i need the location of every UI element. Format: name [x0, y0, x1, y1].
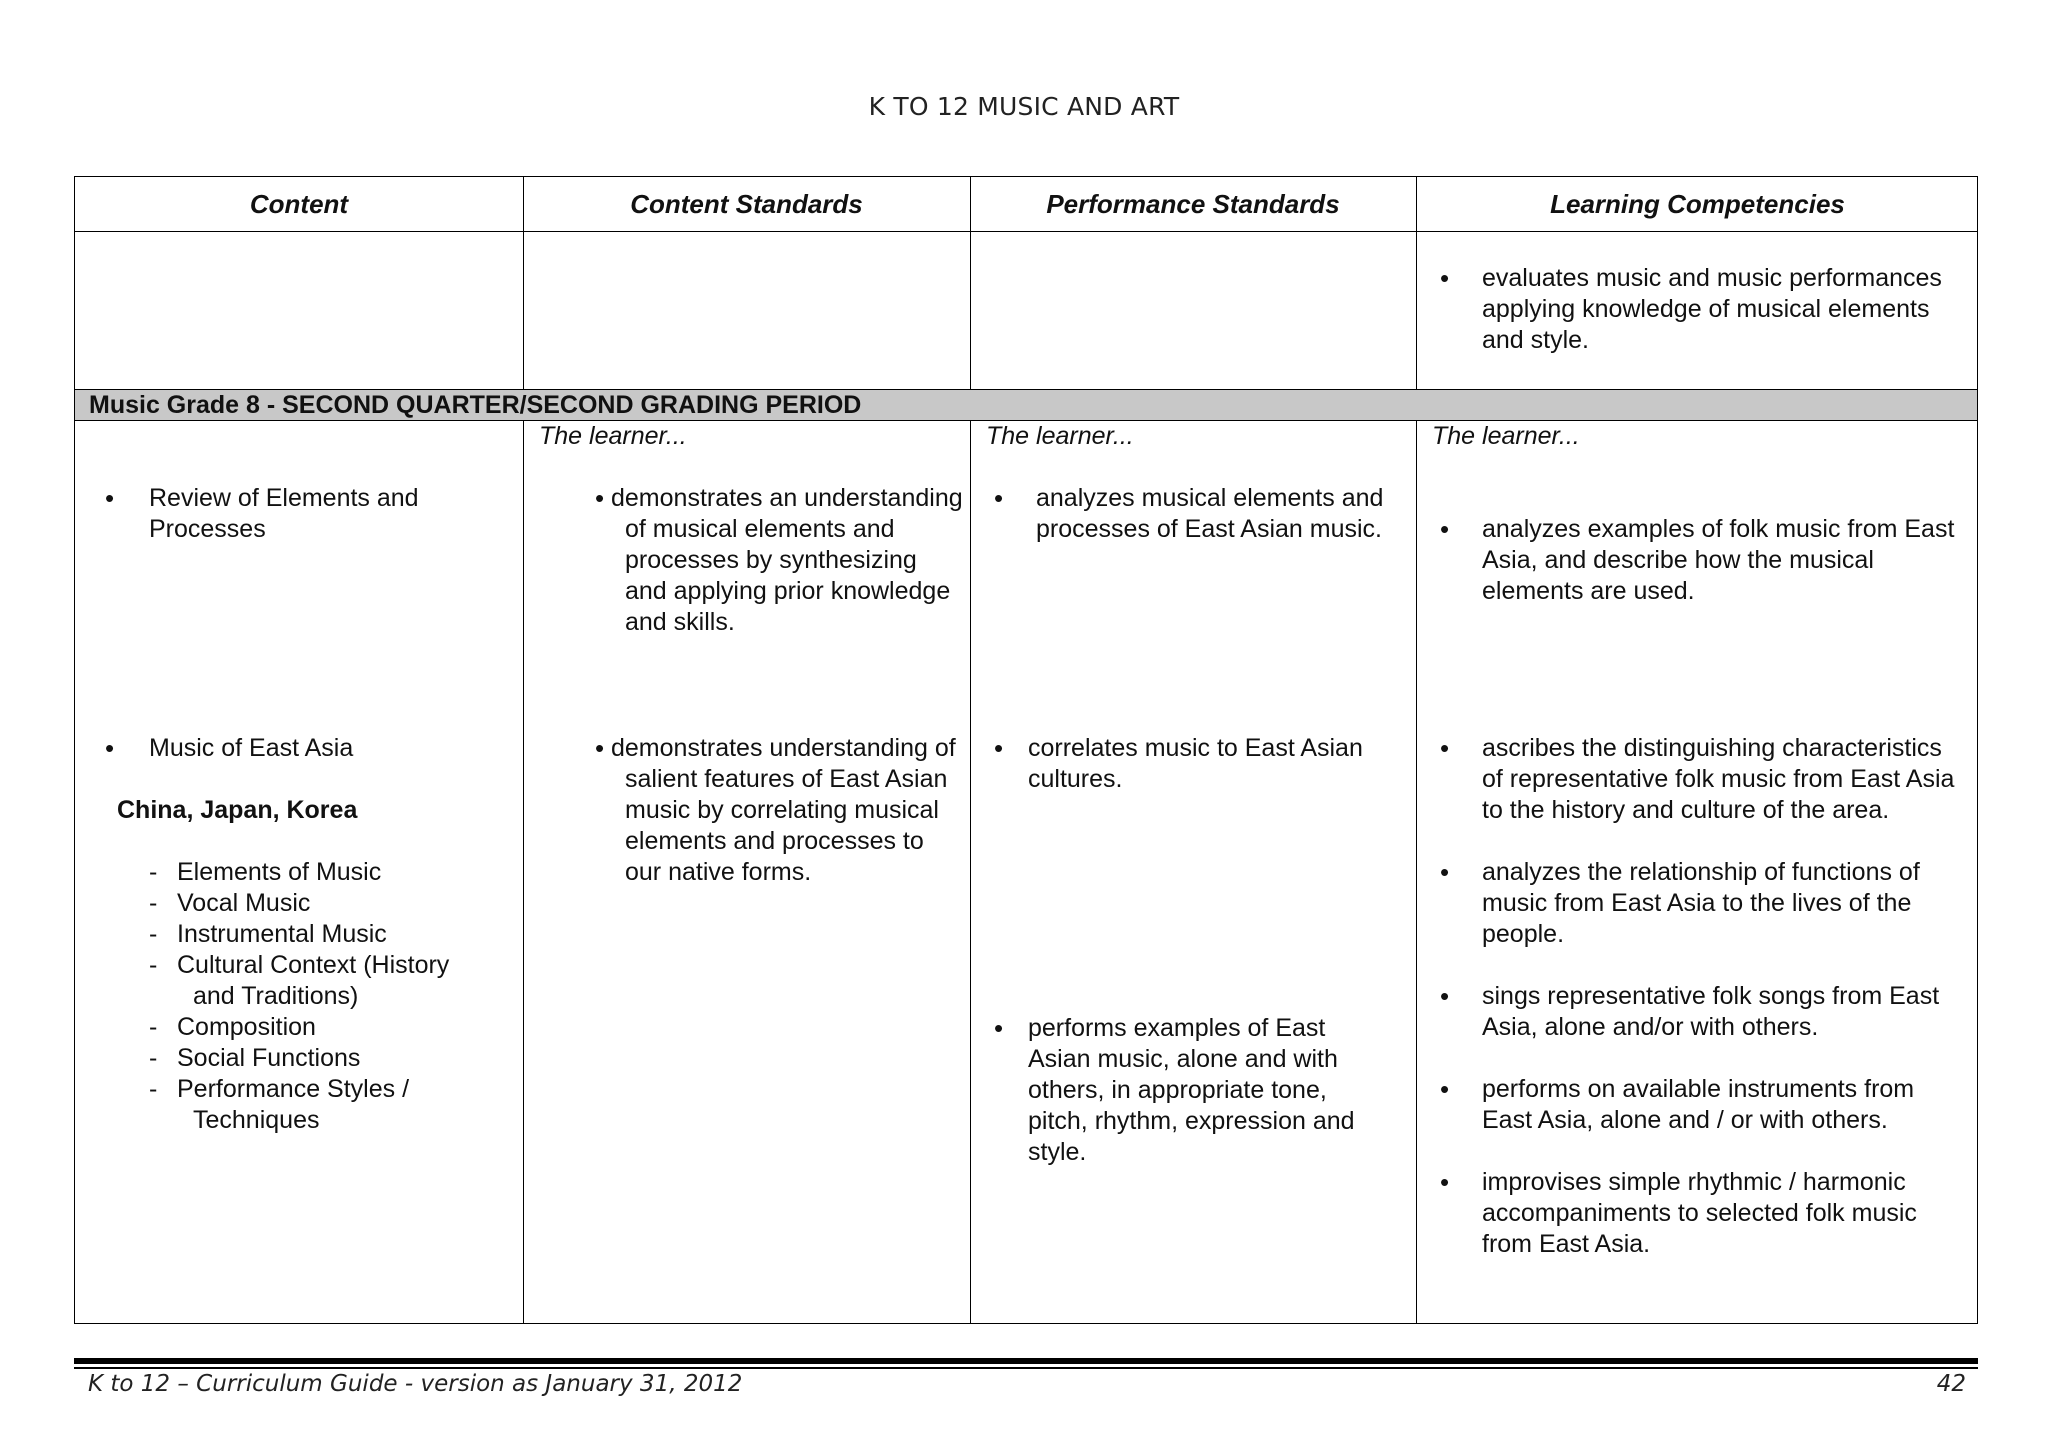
block1-content-standard — [523, 483, 963, 638]
list-item: - Social Functions — [75, 1043, 515, 1074]
block2-performance-standard-1 — [970, 733, 1390, 795]
footer-rule — [74, 1367, 1978, 1369]
block2-content-standard — [523, 733, 963, 888]
row1-learning-competencies — [1416, 263, 1956, 356]
list-item: • demonstrates understanding of salient features of East Asian music by correlating musical elements and processes to our native forms. — [523, 733, 963, 888]
column-header-content-standards: Content Standards — [630, 189, 863, 219]
list-item: • demonstrates an understanding of musical elements and processes by synthesizing and applying prior knowledge and skills. — [523, 483, 963, 638]
countries-label: China, Japan, Korea — [117, 796, 358, 824]
list-item: • performs on available instruments from East Asia, alone and / or with others. — [1416, 1074, 1956, 1136]
list-item: • Music of East Asia — [75, 733, 515, 764]
list-item: - Elements of Music — [75, 857, 515, 888]
block2-content — [75, 733, 515, 764]
page-number: 42 — [1936, 1371, 1966, 1397]
list-item: - Vocal Music — [75, 888, 515, 919]
list-item: - Cultural Context (History and Traditions) — [75, 950, 515, 1012]
list-item: - Instrumental Music — [75, 919, 515, 950]
column-header-performance-standards: Performance Standards — [1046, 189, 1340, 219]
list-item: • improvises simple rhythmic / harmonic accompaniments to selected folk music from East Asia. — [1416, 1167, 1956, 1260]
column-header-content: Content — [249, 189, 349, 219]
list-item: • analyzes examples of folk music from East Asia, and describe how the musical elements are used. — [1416, 514, 1956, 607]
learner-lead: The learner... — [539, 422, 687, 450]
section-band — [75, 389, 1977, 421]
block2-learning-competencies — [1416, 733, 1956, 1260]
header-row-divider — [75, 231, 1977, 232]
page-header: K TO 12 MUSIC AND ART — [868, 92, 1180, 121]
block1-content — [75, 483, 515, 545]
block1-performance-standard — [970, 483, 1390, 545]
learner-lead: The learner... — [986, 422, 1134, 450]
section-title: Music Grade 8 - SECOND QUARTER/SECOND GRADING PERIOD — [89, 391, 862, 419]
column-header-learning-competencies: Learning Competencies — [1550, 189, 1845, 219]
learner-lead: The learner... — [1432, 422, 1580, 450]
list-item: • sings representative folk songs from East Asia, alone and/or with others. — [1416, 981, 1956, 1043]
list-item: • correlates music to East Asian cultures. — [970, 733, 1390, 795]
list-item: - Composition — [75, 1012, 515, 1043]
footer-rule — [74, 1358, 1978, 1364]
list-item: • ascribes the distinguishing characteristics of representative folk music from East Asia to the history and culture of the area. — [1416, 733, 1956, 826]
list-item: • analyzes the relationship of functions of music from East Asia to the lives of the people. — [1416, 857, 1956, 950]
curriculum-table — [74, 176, 1978, 1324]
list-item: • Review of Elements and Processes — [75, 483, 515, 545]
list-item: • performs examples of East Asian music, alone and with others, in appropriate tone, pitch, rhythm, expression and style. — [970, 1013, 1390, 1168]
footer-version: K to 12 – Curriculum Guide - version as January 31, 2012 — [88, 1371, 743, 1397]
topic-list — [75, 857, 515, 1136]
list-item: • analyzes musical elements and processes of East Asian music. — [970, 483, 1390, 545]
list-item: - Performance Styles / Techniques — [75, 1074, 515, 1136]
block1-learning-competency — [1416, 514, 1956, 607]
block2-performance-standard-2 — [970, 1013, 1390, 1168]
list-item: • evaluates music and music performances applying knowledge of musical elements and style. — [1416, 263, 1956, 356]
